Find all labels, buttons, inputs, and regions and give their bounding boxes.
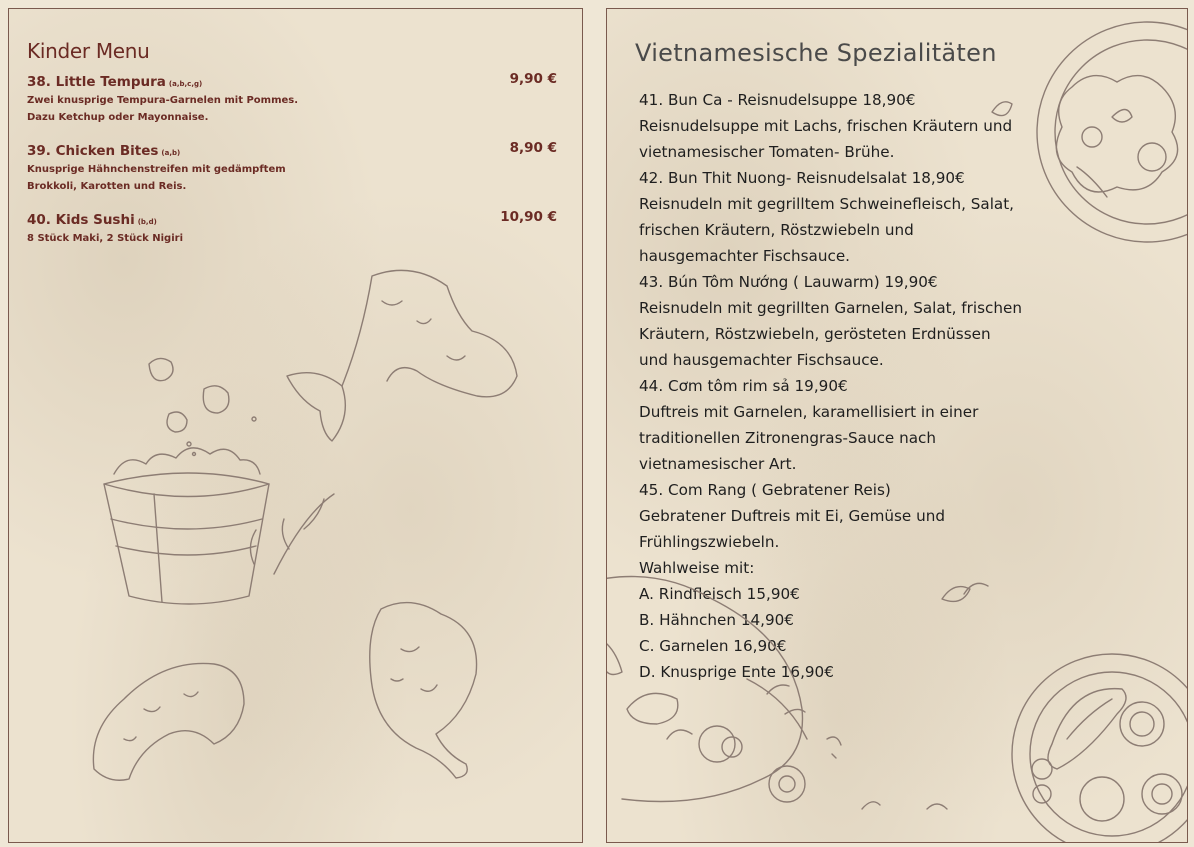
- menu-line: 45. Com Rang ( Gebratener Reis): [639, 481, 891, 499]
- menu-line: Gebratener Duftreis mit Ei, Gemüse und: [639, 507, 945, 525]
- herb-tray-icon: [607, 569, 857, 839]
- desc-line: Dazu Ketchup oder Mayonnaise.: [27, 112, 209, 123]
- vegetable-salad-plate-icon: [1032, 27, 1188, 247]
- left-menu-page: [8, 8, 583, 843]
- menu-line: Reisnudelsuppe mit Lachs, frischen Kräutern und: [639, 117, 1013, 135]
- chicken-drumstick-icon: [361, 589, 511, 789]
- desc-line: Zwei knusprige Tempura-Garnelen mit Pommes.: [27, 95, 299, 106]
- item-allergens: (a,b): [161, 149, 181, 157]
- vegetable-plate-icon: [1002, 649, 1188, 843]
- menu-line: Reisnudeln mit gegrilltem Schweinefleisch, Salat,: [639, 195, 1015, 213]
- menu-line: Kräutern, Röstzwiebeln, gerösteten Erdnüssen: [639, 325, 991, 343]
- item-allergens: (b,d): [137, 218, 157, 226]
- menu-line: 43. Bún Tôm Nướng ( Lauwarm) 19,90€: [639, 273, 938, 291]
- menu-line: 42. Bun Thit Nuong- Reisnudelsalat 18,90€: [639, 169, 965, 187]
- menu-line: C. Garnelen 16,90€: [639, 637, 787, 655]
- item-price: 9,90 €: [509, 71, 557, 87]
- item-name: 39. Chicken Bites: [27, 143, 159, 159]
- desc-line: Knusprige Hähnchenstreifen mit gedämpftem: [27, 164, 286, 175]
- menu-line: und hausgemachter Fischsauce.: [639, 351, 884, 369]
- menu-line: B. Hähnchen 14,90€: [639, 611, 794, 629]
- item-name: 40. Kids Sushi: [27, 212, 135, 228]
- item-description: [27, 161, 347, 195]
- menu-line: vietnamesischer Art.: [639, 455, 797, 473]
- menu-item-40: [27, 209, 557, 247]
- item-name: 38. Little Tempura: [27, 74, 166, 90]
- menu-line: Wahlweise mit:: [639, 559, 755, 577]
- vietnamese-specialties-title: Vietnamesische Spezialitäten: [635, 39, 997, 67]
- item-description: [27, 230, 347, 247]
- menu-line: frischen Kräutern, Röstzwiebeln und: [639, 221, 914, 239]
- kinder-menu-title: Kinder Menu: [27, 39, 150, 63]
- menu-line: A. Rindfleisch 15,90€: [639, 585, 800, 603]
- menu-line: 41. Bun Ca - Reisnudelsuppe 18,90€: [639, 91, 916, 109]
- fried-tempura-icon: [84, 659, 254, 789]
- menu-line: hausgemachter Fischsauce.: [639, 247, 851, 265]
- right-menu-page: [606, 8, 1188, 843]
- menu-line: Frühlingszwiebeln.: [639, 533, 780, 551]
- menu-line: traditionellen Zitronengras-Sauce nach: [639, 429, 937, 447]
- desc-line: 8 Stück Maki, 2 Stück Nigiri: [27, 233, 184, 244]
- menu-item-39: [27, 140, 557, 195]
- item-price: 8,90 €: [509, 140, 557, 156]
- desc-line: Brokkoli, Karotten und Reis.: [27, 181, 187, 192]
- item-description: [27, 92, 347, 126]
- menu-line: D. Knusprige Ente 16,90€: [639, 663, 834, 681]
- item-allergens: (a,b,c,g): [168, 80, 203, 88]
- menu-line: Reisnudeln mit gegrillten Garnelen, Salat, frischen: [639, 299, 1022, 317]
- menu-item-38: [27, 71, 557, 126]
- menu-line: 44. Cơm tôm rim sả 19,90€: [639, 377, 848, 395]
- item-price: 10,90 €: [500, 209, 557, 225]
- menu-line: Duftreis mit Garnelen, karamellisiert in einer: [639, 403, 979, 421]
- chicken-wing-icon: [277, 261, 527, 441]
- menu-line: vietnamesischer Tomaten- Brühe.: [639, 143, 895, 161]
